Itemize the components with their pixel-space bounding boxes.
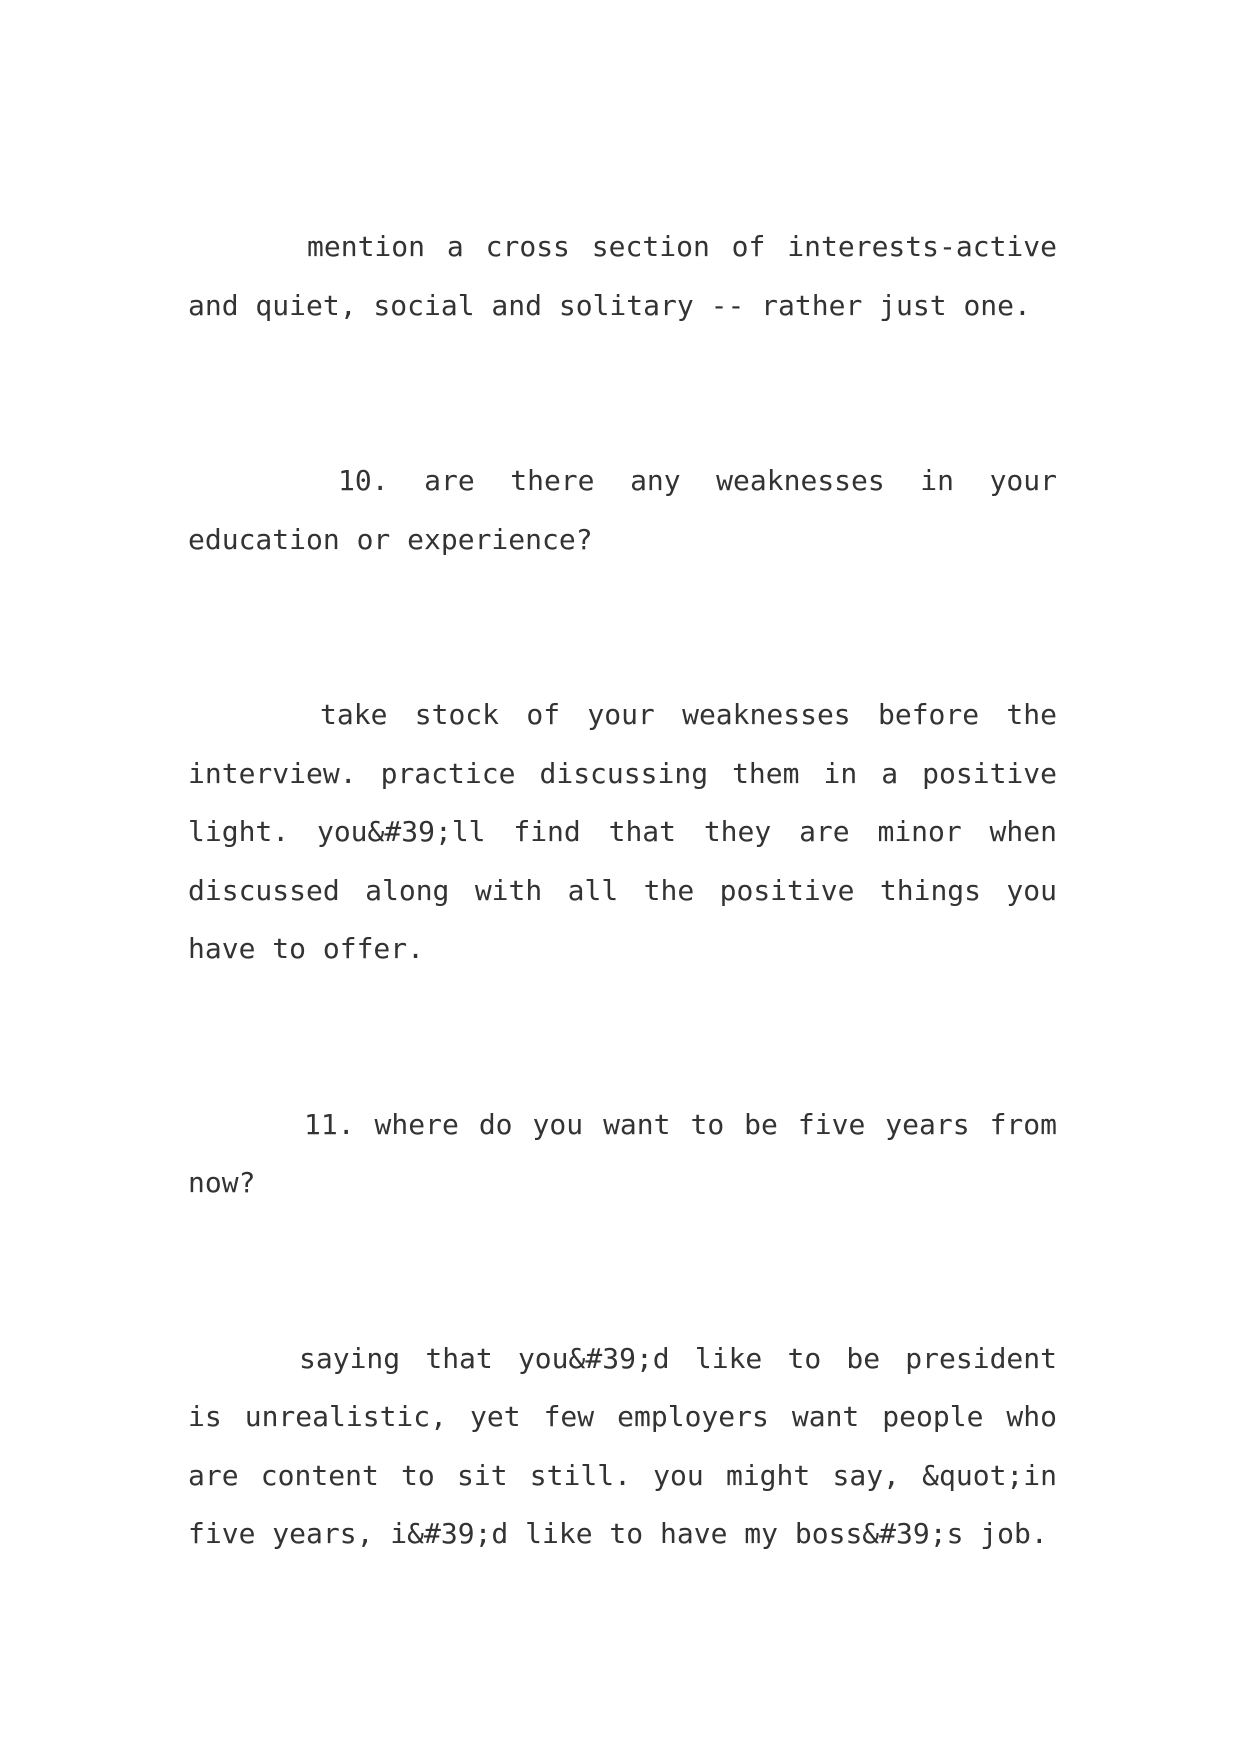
paragraph-spacer xyxy=(188,569,1057,686)
paragraph-five-years-answer: saying that you&#39;d like to be president is unrealistic, yet few employers want people who are content to sit still. you might say, &quot;in five years, i&#39;d like to have my boss&#39;s job. xyxy=(188,1341,1057,1550)
paragraph-spacer xyxy=(188,335,1057,452)
question-10: 10. are there any weaknesses in your education or experience? xyxy=(188,464,1057,556)
paragraph-weaknesses-answer: take stock of your weaknesses before the interview. practice discussing them in a positive light. you&#39;ll find that they are minor when discussed along with all the positive things you have to offer. xyxy=(188,698,1057,965)
paragraph-interests: mention a cross section of interests-active and quiet, social and solitary -- rather just one. xyxy=(188,230,1057,322)
paragraph-spacer xyxy=(188,979,1057,1096)
paragraph-spacer xyxy=(188,1213,1057,1330)
document-page xyxy=(188,218,1057,1564)
question-11: 11. where do you want to be five years from now? xyxy=(188,1107,1057,1199)
